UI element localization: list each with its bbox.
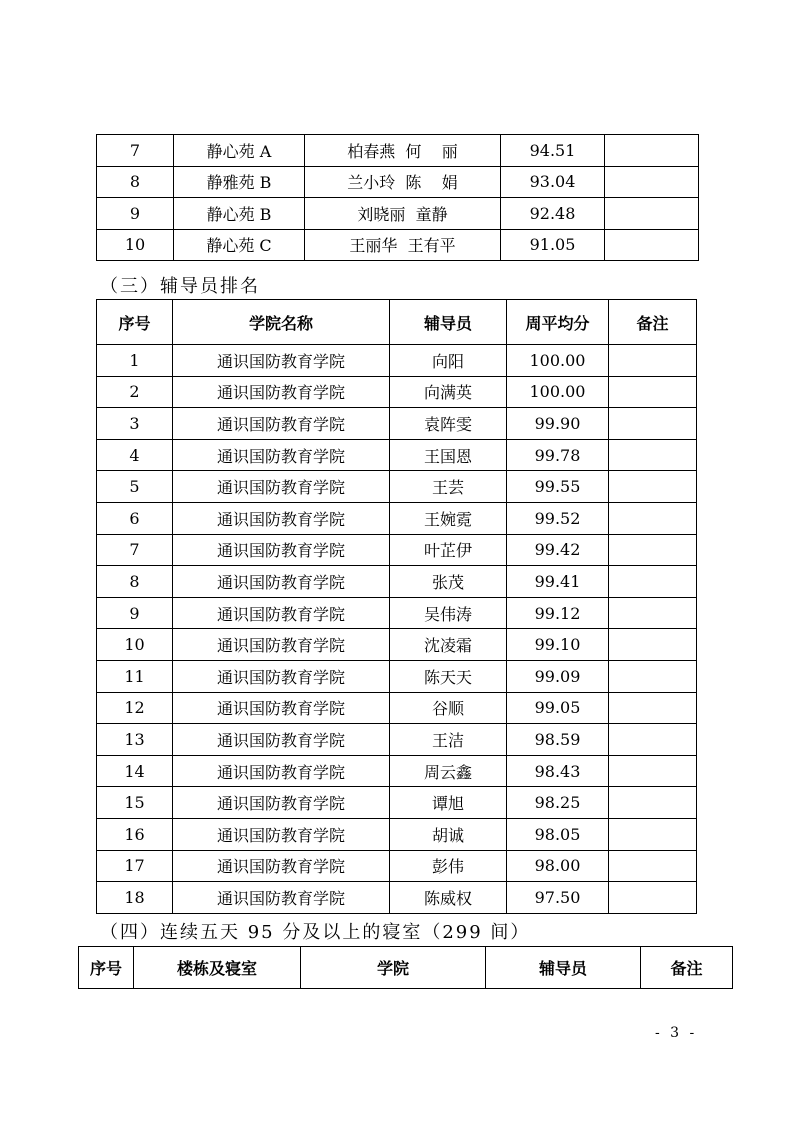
cell-counselor: 彭伟 — [390, 850, 507, 882]
cell-college: 通识国防教育学院 — [173, 534, 390, 566]
cell-counselor: 谭旭 — [390, 787, 507, 819]
cell-counselor: 陈威权 — [390, 882, 507, 914]
cell-counselor: 周云鑫 — [390, 755, 507, 787]
cell-building: 静心苑 A — [174, 135, 305, 167]
cell-college: 通识国防教育学院 — [173, 818, 390, 850]
cell-remarks — [609, 502, 697, 534]
cell-score: 98.00 — [507, 850, 609, 882]
cell-index: 18 — [97, 882, 173, 914]
cell-college: 通识国防教育学院 — [173, 439, 390, 471]
cell-college: 通识国防教育学院 — [173, 471, 390, 503]
cell-score: 98.59 — [507, 724, 609, 756]
cell-remarks — [605, 135, 699, 167]
cell-remarks — [609, 882, 697, 914]
header-remarks: 备注 — [609, 300, 697, 345]
cell-score: 93.04 — [501, 166, 605, 198]
cell-remarks — [609, 787, 697, 819]
cell-building: 静雅苑 B — [174, 166, 305, 198]
table-row — [97, 882, 697, 914]
table-header-row — [79, 947, 733, 989]
cell-counselors: 刘晓丽 童静 — [305, 198, 501, 230]
cell-index: 12 — [97, 692, 173, 724]
table-row — [97, 166, 699, 198]
cell-score: 100.00 — [507, 376, 609, 408]
cell-score: 98.43 — [507, 755, 609, 787]
cell-index: 8 — [97, 166, 174, 198]
dorm-ranking-table-body — [97, 135, 699, 261]
cell-index: 16 — [97, 818, 173, 850]
cell-index: 7 — [97, 534, 173, 566]
cell-score: 99.41 — [507, 566, 609, 598]
cell-college: 通识国防教育学院 — [173, 345, 390, 377]
cell-remarks — [609, 597, 697, 629]
cell-remarks — [609, 660, 697, 692]
cell-counselor: 胡诚 — [390, 818, 507, 850]
table-row — [97, 660, 697, 692]
cell-score: 100.00 — [507, 345, 609, 377]
header-weekly-average: 周平均分 — [507, 300, 609, 345]
table-row — [97, 198, 699, 230]
cell-index: 1 — [97, 345, 173, 377]
cell-remarks — [609, 439, 697, 471]
cell-index: 10 — [97, 229, 174, 261]
cell-college: 通识国防教育学院 — [173, 724, 390, 756]
cell-counselor: 陈天天 — [390, 660, 507, 692]
cell-counselor: 王婉霓 — [390, 502, 507, 534]
table-row — [97, 818, 697, 850]
table-row — [97, 471, 697, 503]
cell-score: 98.05 — [507, 818, 609, 850]
header-index: 序号 — [97, 300, 173, 345]
cell-remarks — [609, 534, 697, 566]
cell-remarks — [609, 376, 697, 408]
header-building-room: 楼栋及寝室 — [134, 947, 301, 989]
cell-index: 3 — [97, 408, 173, 440]
dorm-ranking-table-continued — [96, 134, 699, 261]
cell-score: 98.25 — [507, 787, 609, 819]
cell-counselor: 袁阵雯 — [390, 408, 507, 440]
table-row — [97, 345, 697, 377]
cell-counselors: 柏春燕 何 丽 — [305, 135, 501, 167]
cell-counselor: 吴伟涛 — [390, 597, 507, 629]
counselor-ranking-table-body — [97, 345, 697, 914]
cell-remarks — [605, 166, 699, 198]
cell-remarks — [609, 471, 697, 503]
cell-college: 通识国防教育学院 — [173, 629, 390, 661]
cell-counselor: 张茂 — [390, 566, 507, 598]
cell-remarks — [609, 724, 697, 756]
section-4-heading: （四）连续五天 95 分及以上的寝室（299 间） — [100, 922, 531, 943]
header-index: 序号 — [79, 947, 134, 989]
cell-college: 通识国防教育学院 — [173, 882, 390, 914]
cell-counselor: 向阳 — [390, 345, 507, 377]
cell-remarks — [609, 629, 697, 661]
cell-counselor: 王洁 — [390, 724, 507, 756]
table-row — [97, 566, 697, 598]
cell-score: 99.42 — [507, 534, 609, 566]
cell-remarks — [605, 198, 699, 230]
cell-index: 2 — [97, 376, 173, 408]
cell-college: 通识国防教育学院 — [173, 787, 390, 819]
cell-score: 91.05 — [501, 229, 605, 261]
cell-college: 通识国防教育学院 — [173, 755, 390, 787]
cell-counselors: 兰小玲 陈 娟 — [305, 166, 501, 198]
section-3-heading: （三）辅导员排名 — [100, 276, 260, 297]
counselor-ranking-table — [96, 299, 697, 914]
cell-college: 通识国防教育学院 — [173, 597, 390, 629]
cell-index: 10 — [97, 629, 173, 661]
cell-college: 通识国防教育学院 — [173, 566, 390, 598]
table-row — [97, 850, 697, 882]
cell-counselor: 谷顺 — [390, 692, 507, 724]
table-row — [97, 692, 697, 724]
cell-college: 通识国防教育学院 — [173, 850, 390, 882]
cell-index: 9 — [97, 597, 173, 629]
header-college: 学院 — [301, 947, 486, 989]
table-row — [97, 376, 697, 408]
cell-score: 99.12 — [507, 597, 609, 629]
cell-college: 通识国防教育学院 — [173, 502, 390, 534]
header-counselor: 辅导员 — [390, 300, 507, 345]
table-row — [97, 534, 697, 566]
cell-index: 5 — [97, 471, 173, 503]
cell-building: 静心苑 C — [174, 229, 305, 261]
cell-score: 94.51 — [501, 135, 605, 167]
table-row — [97, 229, 699, 261]
cell-college: 通识国防教育学院 — [173, 692, 390, 724]
cell-remarks — [609, 755, 697, 787]
cell-remarks — [609, 850, 697, 882]
cell-counselor: 王国恩 — [390, 439, 507, 471]
table-row — [97, 724, 697, 756]
table-row — [97, 787, 697, 819]
cell-index: 9 — [97, 198, 174, 230]
cell-index: 14 — [97, 755, 173, 787]
header-college: 学院名称 — [173, 300, 390, 345]
cell-score: 99.90 — [507, 408, 609, 440]
cell-counselor: 沈凌霜 — [390, 629, 507, 661]
page-number: - 3 - — [655, 1025, 698, 1041]
cell-college: 通识国防教育学院 — [173, 660, 390, 692]
cell-remarks — [609, 408, 697, 440]
cell-counselor: 王芸 — [390, 471, 507, 503]
header-remarks: 备注 — [641, 947, 733, 989]
cell-remarks — [609, 345, 697, 377]
table-row — [97, 755, 697, 787]
cell-index: 7 — [97, 135, 174, 167]
table-row — [97, 629, 697, 661]
cell-score: 99.78 — [507, 439, 609, 471]
cell-college: 通识国防教育学院 — [173, 376, 390, 408]
cell-remarks — [609, 692, 697, 724]
cell-index: 6 — [97, 502, 173, 534]
cell-remarks — [609, 566, 697, 598]
table-row — [97, 502, 697, 534]
cell-score: 99.09 — [507, 660, 609, 692]
cell-score: 99.05 — [507, 692, 609, 724]
cell-counselor: 向满英 — [390, 376, 507, 408]
cell-counselors: 王丽华 王有平 — [305, 229, 501, 261]
cell-college: 通识国防教育学院 — [173, 408, 390, 440]
table-row — [97, 597, 697, 629]
table-row — [97, 439, 697, 471]
cell-index: 15 — [97, 787, 173, 819]
table-row — [97, 408, 697, 440]
cell-remarks — [605, 229, 699, 261]
cell-remarks — [609, 818, 697, 850]
cell-score: 97.50 — [507, 882, 609, 914]
dorm-five-day-table — [78, 946, 733, 989]
cell-index: 17 — [97, 850, 173, 882]
table-row — [97, 135, 699, 167]
cell-index: 13 — [97, 724, 173, 756]
table-header-row — [97, 300, 697, 345]
cell-score: 99.10 — [507, 629, 609, 661]
cell-score: 99.55 — [507, 471, 609, 503]
header-counselor: 辅导员 — [486, 947, 641, 989]
cell-index: 8 — [97, 566, 173, 598]
cell-building: 静心苑 B — [174, 198, 305, 230]
cell-score: 99.52 — [507, 502, 609, 534]
cell-index: 4 — [97, 439, 173, 471]
cell-index: 11 — [97, 660, 173, 692]
cell-score: 92.48 — [501, 198, 605, 230]
cell-counselor: 叶芷伊 — [390, 534, 507, 566]
